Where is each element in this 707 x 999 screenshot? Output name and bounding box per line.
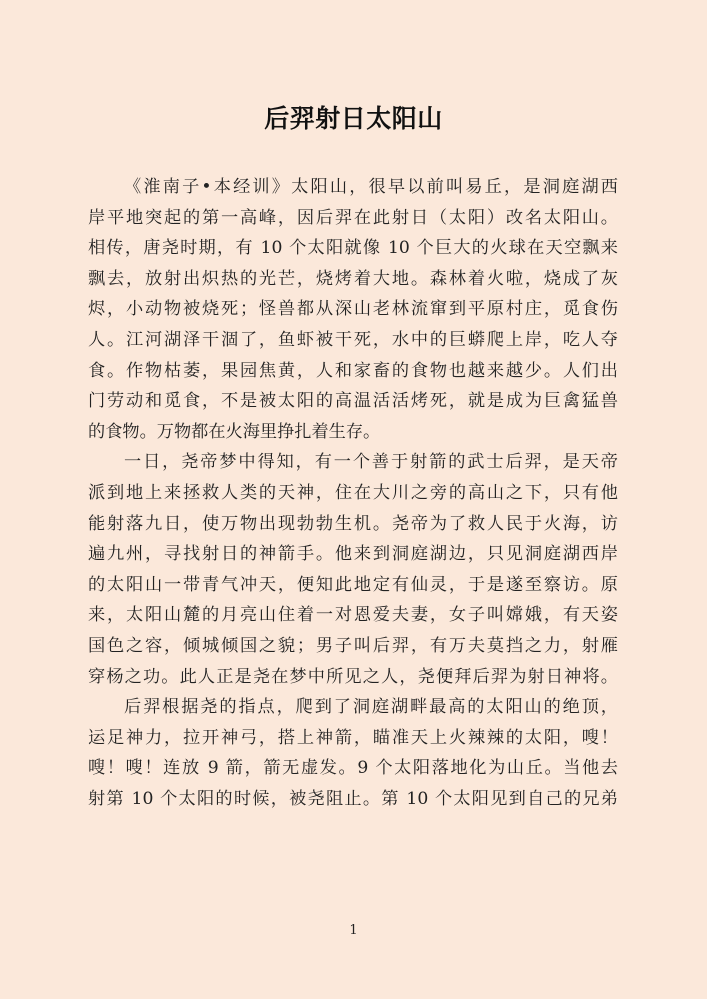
text-line: 烬，小动物被烧死；怪兽都从深山老林流窜到平原村庄，觅食伤 [88,299,618,320]
text-line: 嗖！嗖！连放 9 箭，箭无虚发。9 个太阳落地化为山丘。当他去 [88,758,618,779]
text-line: 一日，尧帝梦中得知，有一个善于射箭的武士后羿，是天帝 [124,452,618,473]
page-title: 后羿射日太阳山 [264,104,443,133]
page-number: 1 [349,923,358,938]
text-line: 《淮南子•本经训》太阳山，很早以前叫易丘，是洞庭湖西 [124,177,618,197]
text-line: 人。江河湖泽干涸了，鱼虾被干死，水中的巨蟒爬上岸，吃人夺 [88,329,618,350]
text-line: 国色之容，倾城倾国之貌；男子叫后羿，有万夫莫挡之力，射雁 [88,635,618,656]
text-line: 的太阳山一带青气冲天，便知此地定有仙灵，于是遂至察访。原 [88,574,618,595]
text-line: 能射落九日，使万物出现勃勃生机。尧帝为了救人民于火海，访 [88,513,618,534]
text-line: 后羿根据尧的指点，爬到了洞庭湖畔最高的太阳山的绝顶， [124,697,618,718]
text-line: 岸平地突起的第一高峰，因后羿在此射日（太阳）改名太阳山。 [88,207,618,228]
text-line: 射第 10 个太阳的时候，被尧阻止。第 10 个太阳见到自己的兄弟 [88,788,618,809]
paragraph-3 [88,692,618,814]
text-line: 的食物。万物都在火海里挣扎着生存。 [88,421,381,442]
text-line: 食。作物枯萎，果园焦黄，人和家畜的食物也越来越少。人们出 [88,360,618,381]
text-line: 运足神力，拉开神弓，搭上神箭，瞄准天上火辣辣的太阳，嗖！ [88,727,618,748]
text-line: 相传，唐尧时期，有 10 个太阳就像 10 个巨大的火球在天空飘来 [88,238,618,259]
text-line: 来，太阳山麓的月亮山住着一对恩爱夫妻，女子叫嫦娥，有天姿 [88,605,618,626]
text-line: 门劳动和觅食，不是被太阳的高温活活烤死，就是成为巨禽猛兽 [88,391,618,412]
text-line: 派到地上来拯救人类的天神，住在大川之旁的高山之下，只有他 [88,482,618,503]
text-line: 穿杨之功。此人正是尧在梦中所见之人，尧便拜后羿为射日神将。 [88,666,618,687]
paragraph-2 [88,447,618,692]
text-line: 遍九州，寻找射日的神箭手。他来到洞庭湖边，只见洞庭湖西岸 [88,544,618,565]
body-text [88,172,618,814]
text-line: 飘去，放射出炽热的光芒，烧烤着大地。森林着火啦，烧成了灰 [88,268,618,289]
paragraph-1 [88,172,618,447]
